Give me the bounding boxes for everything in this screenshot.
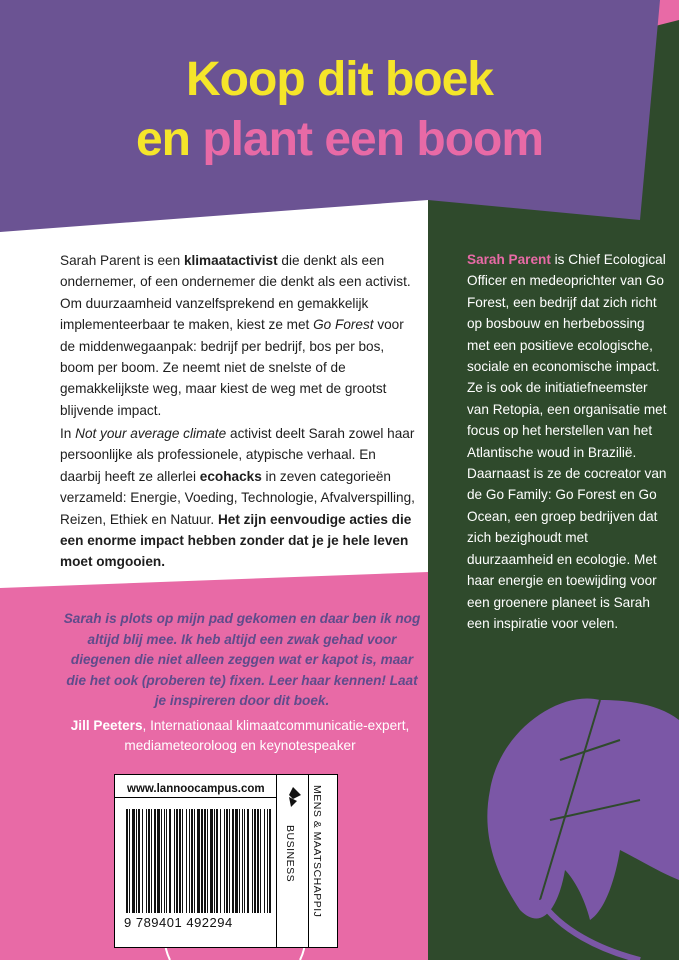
barcode-bar bbox=[151, 809, 152, 913]
publisher-url: www.lannoocampus.com bbox=[127, 783, 265, 795]
barcode-bar bbox=[129, 809, 130, 913]
isbn-label bbox=[114, 774, 338, 948]
barcode-bar bbox=[254, 809, 256, 913]
barcode-bar bbox=[154, 809, 156, 913]
barcode-bar bbox=[226, 809, 228, 913]
barcode-bar bbox=[169, 809, 171, 913]
barcode-bar bbox=[207, 809, 208, 913]
barcode-bar bbox=[229, 809, 230, 913]
barcode-bar bbox=[146, 809, 147, 913]
barcode-bar bbox=[194, 809, 195, 913]
intro-text-4: Go Forest bbox=[313, 317, 374, 333]
barcode-bar bbox=[214, 809, 215, 913]
barcode-bar bbox=[220, 809, 221, 913]
barcode-bar bbox=[267, 809, 268, 913]
intro-paragraph bbox=[60, 250, 420, 421]
barcode-bar bbox=[142, 809, 143, 913]
intro-text-5: voor de middenwegaanpak: bedrijf per bedrijf, bos per bos, boom per boom. Ze neemt niet de snelste of de gemakkelijkste weg, maar kiest de weg met de grootst blijvende impact. bbox=[60, 317, 404, 418]
barcode-bar bbox=[216, 809, 218, 913]
barcode-bar bbox=[182, 809, 183, 913]
barcode-bar bbox=[197, 809, 200, 913]
barcode-bar bbox=[132, 809, 135, 913]
barcode-bar bbox=[174, 809, 175, 913]
barcode-bar bbox=[176, 809, 178, 913]
intro-text-2: klimaatactivist bbox=[183, 253, 278, 268]
barcode-bar bbox=[189, 809, 190, 913]
quote-author-role: , Internationaal klimaatcommunicatie-expert, mediameteoroloog en keynotespeaker bbox=[124, 718, 410, 753]
barcode-bar bbox=[244, 809, 245, 913]
barcode-bar bbox=[239, 809, 240, 913]
testimonial-quote: Sarah is plots op mijn pad gekomen en daar ben ik nog altijd blij mee. Ik heb altijd een zwak gehad voor diegenen die niet alleen zeggen wat er kapot is, maar die het ook (proberen te) fixen. Leer haar kennen! Laat je inspireren door dit boek. bbox=[63, 611, 421, 709]
title-line-2-prefix: en bbox=[135, 113, 203, 166]
category-label: MENS & MAATSCHAPPIJ bbox=[311, 785, 323, 918]
barcode-bar bbox=[235, 809, 238, 913]
barcode-bar bbox=[191, 809, 193, 913]
label-divider bbox=[276, 775, 277, 947]
barcode-bar bbox=[260, 809, 261, 913]
barcode-bar bbox=[148, 809, 150, 913]
barcode-bar bbox=[164, 809, 165, 913]
barcode-bar bbox=[157, 809, 160, 913]
label-divider bbox=[308, 775, 309, 947]
title-line-1: Koop dit boek bbox=[186, 53, 493, 106]
quote-attribution bbox=[40, 716, 440, 756]
barcode-bar bbox=[210, 809, 213, 913]
barcode-bar bbox=[161, 809, 162, 913]
second-text-3: activist deelt Sarah zowel haar persoonlijke als professionele, atypische verhaal. En daarbij heeft ze allerlei bbox=[60, 426, 415, 484]
barcode-bar bbox=[126, 809, 128, 913]
label-divider bbox=[115, 797, 276, 798]
barcode-bar bbox=[242, 809, 243, 913]
author-bio-text: is Chief Ecological Officer en medeoprichter van Go Forest, een bedrijf dat zich richt op bosbouw en herbebossing met een positieve ecologische, sociale en economische impact. Ze is ook de initiatiefneemster van Retopia, een organisatie met focus op het herstellen van het Atlantische woud in Brazilië. Daarnaast is ze de cocreator van de Go Family: Go Forest en Go Ocean, een groep bedrijven dat zich bezighoudt met duurzaamheid en ecologie. Met haar energie en toewijding voor een groenere planeet is Sarah een inspiratie voor velen. bbox=[467, 252, 667, 631]
barcode-bar bbox=[186, 809, 187, 913]
barcode-bar bbox=[179, 809, 181, 913]
barcode-bar bbox=[138, 809, 140, 913]
genre-label: BUSINESS bbox=[284, 825, 296, 883]
second-text-1: In bbox=[60, 426, 76, 441]
barcode-bar bbox=[247, 809, 249, 913]
barcode-bar bbox=[264, 809, 265, 913]
publisher-logo-icon bbox=[281, 785, 305, 809]
second-text-6: Het zijn eenvoudige acties die een enorme impact hebben zonder dat je je hele leven moet omgooien. bbox=[60, 511, 412, 570]
quote-author: Jill Peeters bbox=[70, 718, 143, 733]
second-text-5: in zeven categorieën verzameld: Energie, Voeding, Technologie, Afvalverspilling, Reizen, Ethiek en Natuur. bbox=[60, 468, 415, 527]
intro-text-3: die denkt als een ondernemer, of een ondernemer die denkt als een activist. Om duurzaamheid vanzelfsprekend en gemakkelijk implementeerbaar te maken, kiest ze met bbox=[60, 253, 411, 333]
second-text-2: Not your average climate bbox=[75, 426, 227, 441]
barcode-bar bbox=[201, 809, 203, 913]
intro-text-1: Sarah Parent is een bbox=[60, 253, 184, 268]
barcode-bar bbox=[269, 809, 271, 913]
barcode-bar bbox=[224, 809, 225, 913]
barcode-bar bbox=[252, 809, 253, 913]
isbn-number: 9 789401 492294 bbox=[124, 915, 233, 930]
barcode-bar bbox=[257, 809, 259, 913]
barcode-bar bbox=[166, 809, 167, 913]
title-line-2 bbox=[0, 112, 679, 168]
barcode-icon bbox=[124, 809, 272, 913]
author-bio bbox=[467, 249, 667, 634]
author-name: Sarah Parent bbox=[467, 252, 551, 267]
second-text-4: ecohacks bbox=[199, 468, 262, 484]
barcode-bar bbox=[232, 809, 234, 913]
second-paragraph bbox=[60, 423, 420, 573]
barcode-bar bbox=[136, 809, 137, 913]
barcode-bar bbox=[204, 809, 206, 913]
title-line-2-highlight: plant een boom bbox=[202, 113, 544, 166]
